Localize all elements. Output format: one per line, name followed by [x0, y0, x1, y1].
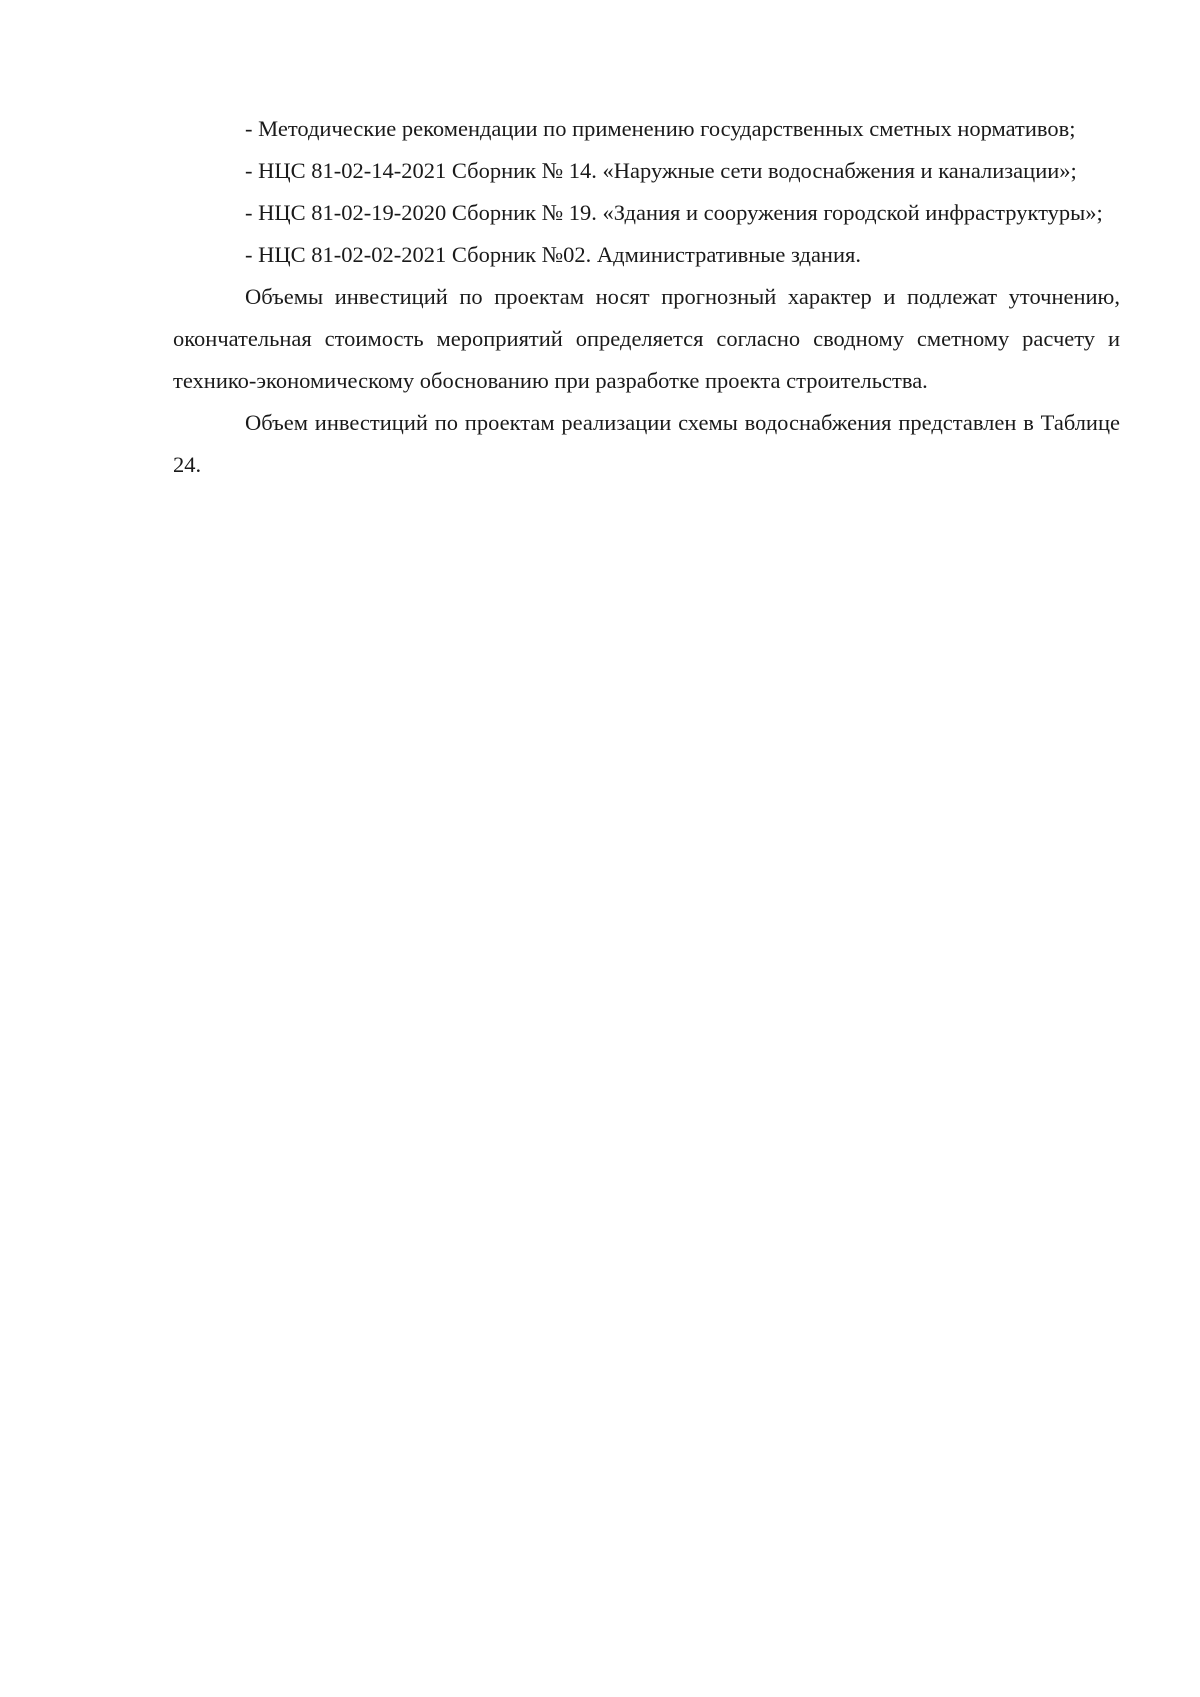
paragraph-investment-forecast: Объемы инвестиций по проектам носят прогнозный характер и подлежат уточнению, окончательная стоимость мероприятий определяется согласно сводному сметному расчету и технико-экономическому обоснованию при разработке проекта строительства. — [173, 284, 1120, 393]
list-item-methodical-recommendations: - Методические рекомендации по применению государственных сметных нормативов; — [245, 116, 1076, 141]
paragraph-table-reference: Объем инвестиций по проектам реализации схемы водоснабжения представлен в Таблице 24. — [173, 410, 1120, 477]
document-body — [173, 108, 1120, 486]
list-item-ncs-19: - НЦС 81-02-19-2020 Сборник № 19. «Здания и сооружения городской инфраструктуры»; — [245, 200, 1103, 225]
list-item-ncs-02: - НЦС 81-02-02-2021 Сборник №02. Административные здания. — [245, 242, 861, 267]
list-item-ncs-14: - НЦС 81-02-14-2021 Сборник № 14. «Наружные сети водоснабжения и канализации»; — [245, 158, 1077, 183]
